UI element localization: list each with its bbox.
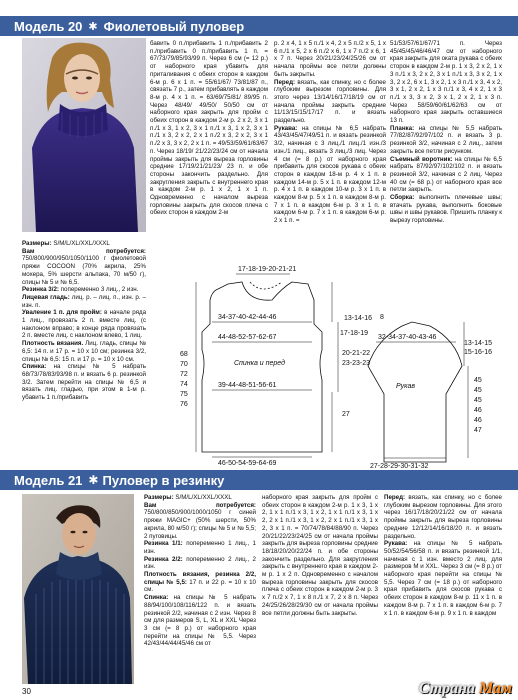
svg-text:72: 72: [180, 371, 188, 378]
model-20-col-4: [390, 40, 502, 248]
svg-text:74: 74: [180, 381, 188, 388]
paragraph: 51/53/57/61/67/71 п. Через 45/45/45/46/46/47 см от наборного края закрыть для оката рукава с обеих сторон в каждом 2-м р. 1 х 3, 2 х 2, 1 х 3 п./1 х 3, 2 х 2, 3 х 1 п./1 х 3, 3 х 2, 1 х 3, 2 х 2, 6 х 1, 3 х 2, 1 х 3 п./1 х 3, 4 х 2, 3 х 1, 2 х 2, 1 х 3 п./1 х 3, 4 х 2, 1 х 3 п./1 х 3, 3 х 2, 3 х 1, 2 х 2, 1 х 3 п. Через 58/59/60/61/62/63 см от наборного края закрыть оставшиеся 13 п.: [390, 40, 502, 125]
svg-text:70: 70: [180, 361, 188, 368]
body-bottom-measure: 46-50-54-59-64-69: [218, 460, 277, 467]
paragraph: Размеры: S/M/L/XL/XXL/XXXL: [22, 240, 110, 247]
paragraph: Рукава: на спицы № 6,5 набрать 43/43/45/47/49/51 п. и вязать резинкой 3/2, начиная с 3 лиц./1 лиц./1 изн./3 изн./1 лиц., вязать 3 лиц./3 лиц. Через 4 см (= 8 р.) от наборного края прибавить для скосов рукава с обеих сторон в каждом 18-м р. 4 х 1 п. в каждом 14-м р. 5 х 1 п. в каждом 12-м р. 4 х 1 п. в каждом 10-м р. 3 х 1 п. в каждом 8-м р. 5 х 1 п. в каждом 8-м р. 7 х 1 п. в каждом 6-м р. 3 х 1 п. в каждом 6-м р. 7 х 1 п. в каждом 6-м р. 2 х 1 п. =: [274, 124, 386, 225]
model-21-col-2: [262, 494, 378, 684]
body-left-measures: [180, 351, 188, 408]
paragraph: Вам потребуется: 750/800/850/900/1000/1050 г синей пряжи MAGIC+ (50% шерсти, 50% акрила, 80 м/50 г); спицы № 5 и № 5,5; 2 пуговицы.: [144, 501, 256, 540]
model-number: Модель 20: [14, 18, 83, 34]
paragraph: бавить 0 п./прибавить 1 п./прибавить 2 п./прибавить 0 п./прибавить 1 п. = 67/73/79/85/93/99 п. Через 6 см (= 12 р.) от наборного края убавить для приталивания с обеих сторон в каждом 6-м р. 6 х 1 п. = 55/61/67/ 73/81/87 п., связать 7 р., затем прибавлять в каждом 8-м р. 4 х 1 п. = 63/69/75/81/ 89/95 п. Через 48/49/ 49/50/ 50/50 см от наборного края закрыть для пройм с обеих сторон в каждом 2-м р. 2 х 2, 3 х 1 п./1 х 3, 1 х 2, 3 х 1 п./1 х 3, 1 х 2, 3 х 1 п./1 х 3, 2 х 2, 2 х 1 п./2 х 3, 2 х 2, 3 х 1 п./2 х 3, 3 х 2, 2 х 1 п. = 49/53/59/61/63/67 п. Через 18/19/ 21/22/23/24 см от начала проймы закрыть для выреза горловины средние 17/19/21/21/23/ 23 п. и обе стороны закончить раздельно. Для закругления закрыть с внутреннего края в каждом 2-м р. 1 х 2, 1 х 1 п. Одновременно с началом выреза горловины закрыть для скосов плеча с обеих сторон в каждом 2-м: [150, 40, 268, 217]
paragraph: Съемный воротник: на спицы № 6,5 набрать 87/92/97/102/102 п. и вязать резинкой 3/2, начиная с 2 лиц. Через 40 см (= 68 р.) от наборного края все петли закрыть.: [390, 155, 502, 194]
svg-text:68: 68: [180, 351, 188, 358]
paragraph: Резинка 1/1: попеременно 1 лиц., 1 изн.: [144, 540, 256, 555]
body-right-measure-3: 20-21-22: [342, 350, 371, 357]
model-20-col-1: [22, 240, 146, 463]
svg-text:45: 45: [474, 397, 482, 404]
body-27-measure: 27: [342, 411, 350, 418]
model-21-header: [0, 470, 518, 490]
paragraph: Рукава: на спицы № 5 набрать 50/52/54/56/58 п. и вязать резинкой 1/1, начиная с 1 изн. вместо 2 лиц. для размеров M и XXL. Через 3 см (= 8 р.) от наборного края перейти на спицы № 5,5. Через 7 см (= 18 р.) от наборного края прибавить для скосов рукава с обеих сторон в каждом 8-м р. 11 х 1 п. в каждом 8-м р. 7 х 1 п. в каждом 6-м р. 7 х 1 п. в каждом 6-м р. 9 х 1 п. в каждом: [384, 540, 502, 617]
svg-text:45: 45: [474, 377, 482, 384]
svg-text:75: 75: [180, 391, 188, 398]
svg-text:45: 45: [474, 387, 482, 394]
model-20-col-3: [274, 40, 386, 248]
body-waist-measure: 44-48-52-57-62-67: [218, 334, 277, 341]
sleeve-top-measure-2: 15-16-16: [464, 349, 493, 356]
paragraph: Лицевая гладь: лиц. р. – лиц. п., изн. р. – изн. п.: [22, 293, 146, 309]
paragraph: Резинка 2/2: попеременно 2 лиц., 2 изн.: [144, 555, 256, 571]
model-21-col-1: [144, 494, 256, 684]
page-number: 30: [22, 687, 31, 696]
paragraph: Спинка: на спицы № 5 набрать 88/94/100/108/116/122 п. и вязать резинкой 2/2, начиная с 2 изн. Через 8 см для размеров S, L, XL и XXL Через 3 см (= 8 р.) от наборного края перейти на спицы № 5,5. Через 42/43/44/44/45/46 см от: [144, 594, 256, 648]
pattern-schematic: [172, 262, 502, 470]
svg-text:46: 46: [474, 407, 482, 414]
paragraph: Сборка: выполнить плечевые швы; втачать рукава, выполнить боковые швы и швы рукавов. Пришить планку к вырезу горловины.: [390, 194, 503, 225]
body-right-measure-1: 13-14-16: [344, 315, 373, 322]
model-20-col-2: [150, 40, 268, 248]
model-20-photo: [22, 38, 146, 232]
paragraph: Перед: вязать, как спинку, но с более глубоким вырезом горловины. Для этого через 13/14/16/17/18/19 см от начала проймы закрыть средние 11/13/15/15/17/17 п. и вязать раздельно.: [274, 78, 386, 125]
paragraph: Уваление 1 п. для пройм: в начале ряда 1 лиц., провязать 2 п. вместе лиц. (с наклоном вправо; в конце ряда провязать 2 п. вместе лиц. с наклоном влево, 1 лиц.: [22, 309, 147, 340]
paragraph: Резинка 3/2: попеременно 3 лиц., 2 изн.: [22, 286, 139, 294]
paragraph: Плотность вязания, резинка 2/2, спицы № 5,5: 17 п. и 22 р. = 10 х 10 см.: [144, 571, 256, 594]
model-20-header: [0, 16, 518, 36]
svg-text:47: 47: [474, 427, 482, 434]
sleeve-piece: [368, 322, 462, 462]
paragraph: Планка: на спицы № 5,5 набрать 77/82/87/92/97/102 п. и вязать 3 р. резинкой 3/2, начиная с 2 лиц., затем закрыть все петли рисунком.: [390, 124, 503, 155]
sleeve-right-measures: [474, 377, 482, 434]
body-right-measure-2: 17-18-19: [340, 330, 369, 337]
paragraph: р. 2 х 4, 1 х 5 п./1 х 4, 2 х 5 п./2 х 5, 1 х 6 п./1 х 5, 2 х 6 п./2 х 6, 1 х 7 п./2 х 6, 1 х 7 п. Через 20/21/23/24/25/26 см от начала проймы все петли должны быть закрыты.: [274, 40, 386, 78]
paragraph: наборного края закрыть для пройм с обеих сторон в каждом 2-м р. 1 х 3, 1 х 2, 1 х 1 п./1 х 3, 1 х 2, 1 х 1 п./1 х 3, 1 х 2, 2 х 1 п./1 х 3, 1 х 2, 2 х 1 п./1 х 3, 1 х 2, 3 х 1 п. = 70/74/78/84/88/90 п. Через 20/21/22/23/24/25 см от начала проймы закрыть для выреза горловины средние 18/18/20/20/22/24 п. и обе стороны закончить раздельно. Для закругления закрыть с внутреннего края в каждом 2-м р. 1 х 2 п. Одновременно с началом выреза горловины закрыть для скосов плеча с обеих сторон в каждом 2-м р. 3 х 7 п./2 х 7, 1 х 8 п./1 х 7, 2 х 8 п. Через 24/25/26/28/29/30 см от начала проймы все петли должны быть закрыты.: [262, 494, 378, 617]
star-icon: ✱: [88, 20, 98, 33]
sleeve-bottom-measure: 27-28-29-30-31-32: [370, 463, 429, 470]
model-number: Модель 21: [14, 472, 83, 488]
paragraph: Спинка: на спицы № 5 набрать 68/73/78/83/93/98 п. и вязать 6 р. резинкой 3/2. Затем перейти на спицы № 6,5 и вязать лиц. гладью, при этом в 1-м р. убавить 1 п./прибавить: [22, 363, 146, 402]
sleeve-upper-measure: 32-34-37-40-43-46: [378, 334, 437, 341]
paragraph: Вам потребуется: 750/800/900/950/1050/1100 г фиолетовой пряжи COCOON (70% акрила, 25% мохера, 5% шерсти альпака, 70 м/50 г), спицы № 5 и № 6,5.: [22, 247, 146, 286]
sleeve-label: Рукав: [396, 383, 416, 390]
svg-text:46: 46: [474, 417, 482, 424]
star-icon: ✱: [88, 473, 99, 487]
body-piece: [202, 282, 322, 452]
model-title: Пуловер в резинку: [102, 472, 225, 488]
body-lower-measure: 39-44-48-51-56-61: [218, 382, 277, 389]
sleeve-8-measure: 8: [380, 314, 384, 321]
site-watermark: Страна Мам: [418, 680, 512, 697]
paragraph: Перед: вязать, как спинку, но с более глубоким вырезом горловины. Для этого через 16/17/18/20/21/22 см от начала проймы закрыть для выреза горловины средние 12/12/14/16/18/20 п. и вязать раздельно.: [384, 494, 502, 540]
paragraph: Размеры: S/M/L/XL/XXL/XXXL: [144, 494, 232, 501]
body-label: Спинка и перед: [234, 360, 285, 367]
body-right-measure-4: 23-23-23: [342, 360, 371, 367]
body-top-measure: 17-18-19-20-21-21: [238, 266, 297, 273]
model-title: Фиолетовый пуловер: [103, 18, 245, 34]
svg-text:76: 76: [180, 401, 188, 408]
body-shoulder-measure: 34-37-40-42-44-46: [218, 314, 277, 321]
paragraph: Плотность вязания. Лиц. гладь, спицы № 6,5: 14 п. и 17 р. = 10 х 10 см; резинка 3/2, спицы № 6,5: 15 п. и 17 р. = 10 х 10 см.: [22, 340, 146, 363]
model-21-photo: [22, 494, 134, 684]
sleeve-top-measure-1: 13-14-15: [464, 340, 493, 347]
model-21-col-3: [384, 494, 502, 684]
